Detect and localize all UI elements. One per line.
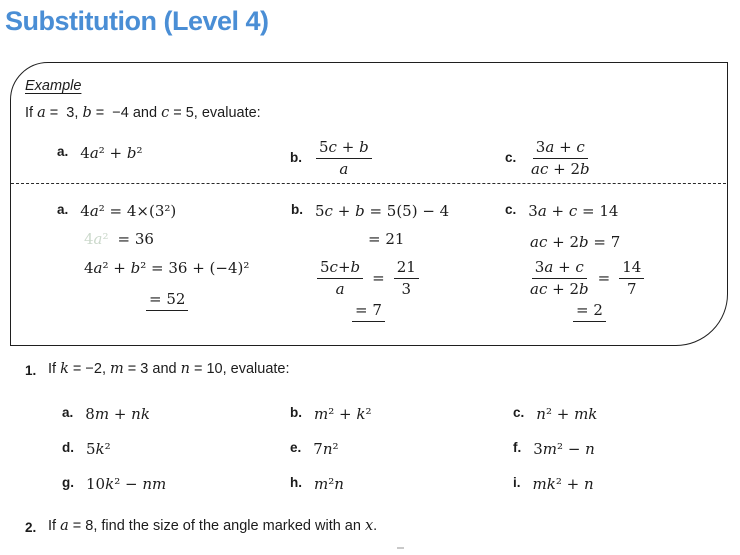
math-expression: mk² + n — [532, 475, 594, 493]
example-part-c — [505, 150, 516, 165]
solution-a-line2 — [84, 230, 154, 248]
q1-item-a — [62, 405, 150, 423]
item-label: i. — [513, 475, 521, 490]
q1-item-i — [513, 475, 594, 493]
item-label: b. — [290, 405, 302, 420]
example-divider — [11, 183, 726, 184]
q1-item-b — [290, 405, 371, 423]
part-label: a. — [57, 202, 69, 217]
math-expression: 4a² = 4×(3²) — [80, 202, 177, 220]
item-label: h. — [290, 475, 302, 490]
math-expression: 5k² — [86, 440, 111, 458]
solution-b-answer: = 7 — [352, 301, 385, 322]
fraction-denominator: ac + 2b — [531, 159, 590, 178]
solution-a-line3: 4a² + b² = 36 + (−4)² — [84, 259, 250, 277]
math-expression: 8m + nk — [85, 405, 150, 423]
solution-a-answer: = 52 — [146, 290, 188, 311]
q1-item-d — [62, 440, 111, 458]
math-expression: 3m² − n — [533, 440, 595, 458]
fraction-numerator: 5c + b — [316, 138, 372, 159]
math-expression: 4a² + b² — [80, 144, 143, 162]
fraction-denominator: a — [339, 159, 349, 178]
solution-b-fraction-line — [317, 258, 419, 299]
solution-b-line1 — [291, 202, 449, 220]
question-1-number: 1. — [25, 363, 37, 378]
fraction-numerator: 14 — [619, 258, 644, 279]
fraction-numerator: 3a + c — [533, 138, 588, 159]
math-expression: 5c + b = 5(5) − 4 — [315, 202, 450, 220]
solution-a-line1 — [57, 202, 176, 220]
fraction-numerator: 3a + c — [532, 258, 587, 279]
q1-item-f — [513, 440, 595, 458]
example-part-a — [57, 144, 143, 162]
part-label: a. — [57, 144, 69, 159]
solution-c-line1 — [505, 202, 618, 220]
math-expression: 10k² − nm — [86, 475, 167, 493]
part-label: b. — [290, 150, 302, 165]
math-expression: 3a + c = 14 — [528, 202, 619, 220]
q1-item-e — [290, 440, 339, 458]
item-label: c. — [513, 405, 525, 420]
example-part-b — [290, 150, 302, 165]
fraction — [317, 258, 363, 299]
item-label: f. — [513, 440, 522, 455]
math-expression: = 36 — [117, 230, 154, 248]
q1-item-c — [513, 405, 597, 423]
fraction-b — [316, 138, 372, 179]
item-label: g. — [62, 475, 74, 490]
page-title: Substitution (Level 4) — [5, 6, 269, 36]
example-intro: If a = 3, b = −4 and c = 5, evaluate: — [25, 105, 261, 121]
item-label: a. — [62, 405, 74, 420]
math-expression: m² + k² — [314, 405, 372, 423]
cropped-diagram-artifact — [397, 547, 404, 549]
equals-sign: = — [372, 269, 385, 288]
erased-ghost-text: 4a² — [84, 230, 109, 248]
math-expression: n² + mk — [536, 405, 598, 423]
part-label: c. — [505, 202, 517, 217]
solution-c-fraction-line — [530, 258, 644, 299]
fraction — [530, 258, 589, 299]
question-1-intro: If k = −2, m = 3 and n = 10, evaluate: — [48, 361, 290, 377]
fraction-numerator: 5c+b — [317, 258, 363, 279]
fraction-denominator: 3 — [401, 279, 412, 298]
question-2-text: If a = 8, find the size of the angle marked with an x. — [48, 518, 378, 534]
math-expression: 7n² — [313, 440, 339, 458]
fraction-denominator: a — [335, 279, 345, 298]
fraction — [394, 258, 419, 299]
fraction-denominator: ac + 2b — [530, 279, 589, 298]
item-label: d. — [62, 440, 74, 455]
fraction — [619, 258, 644, 299]
fraction-denominator: 7 — [626, 279, 637, 298]
math-expression: m²n — [314, 475, 344, 493]
fraction-c — [531, 138, 590, 179]
fraction-numerator: 21 — [394, 258, 419, 279]
solution-b-line2: = 21 — [368, 230, 405, 248]
solution-c-answer: = 2 — [573, 301, 606, 322]
item-label: e. — [290, 440, 302, 455]
part-label: c. — [505, 150, 517, 165]
question-2-number: 2. — [25, 520, 37, 535]
part-label: b. — [291, 202, 303, 217]
q1-item-g — [62, 475, 166, 493]
q1-item-h — [290, 475, 344, 493]
equals-sign: = — [597, 269, 611, 288]
solution-c-line2: ac + 2b = 7 — [530, 233, 621, 251]
example-heading: Example — [25, 78, 82, 94]
